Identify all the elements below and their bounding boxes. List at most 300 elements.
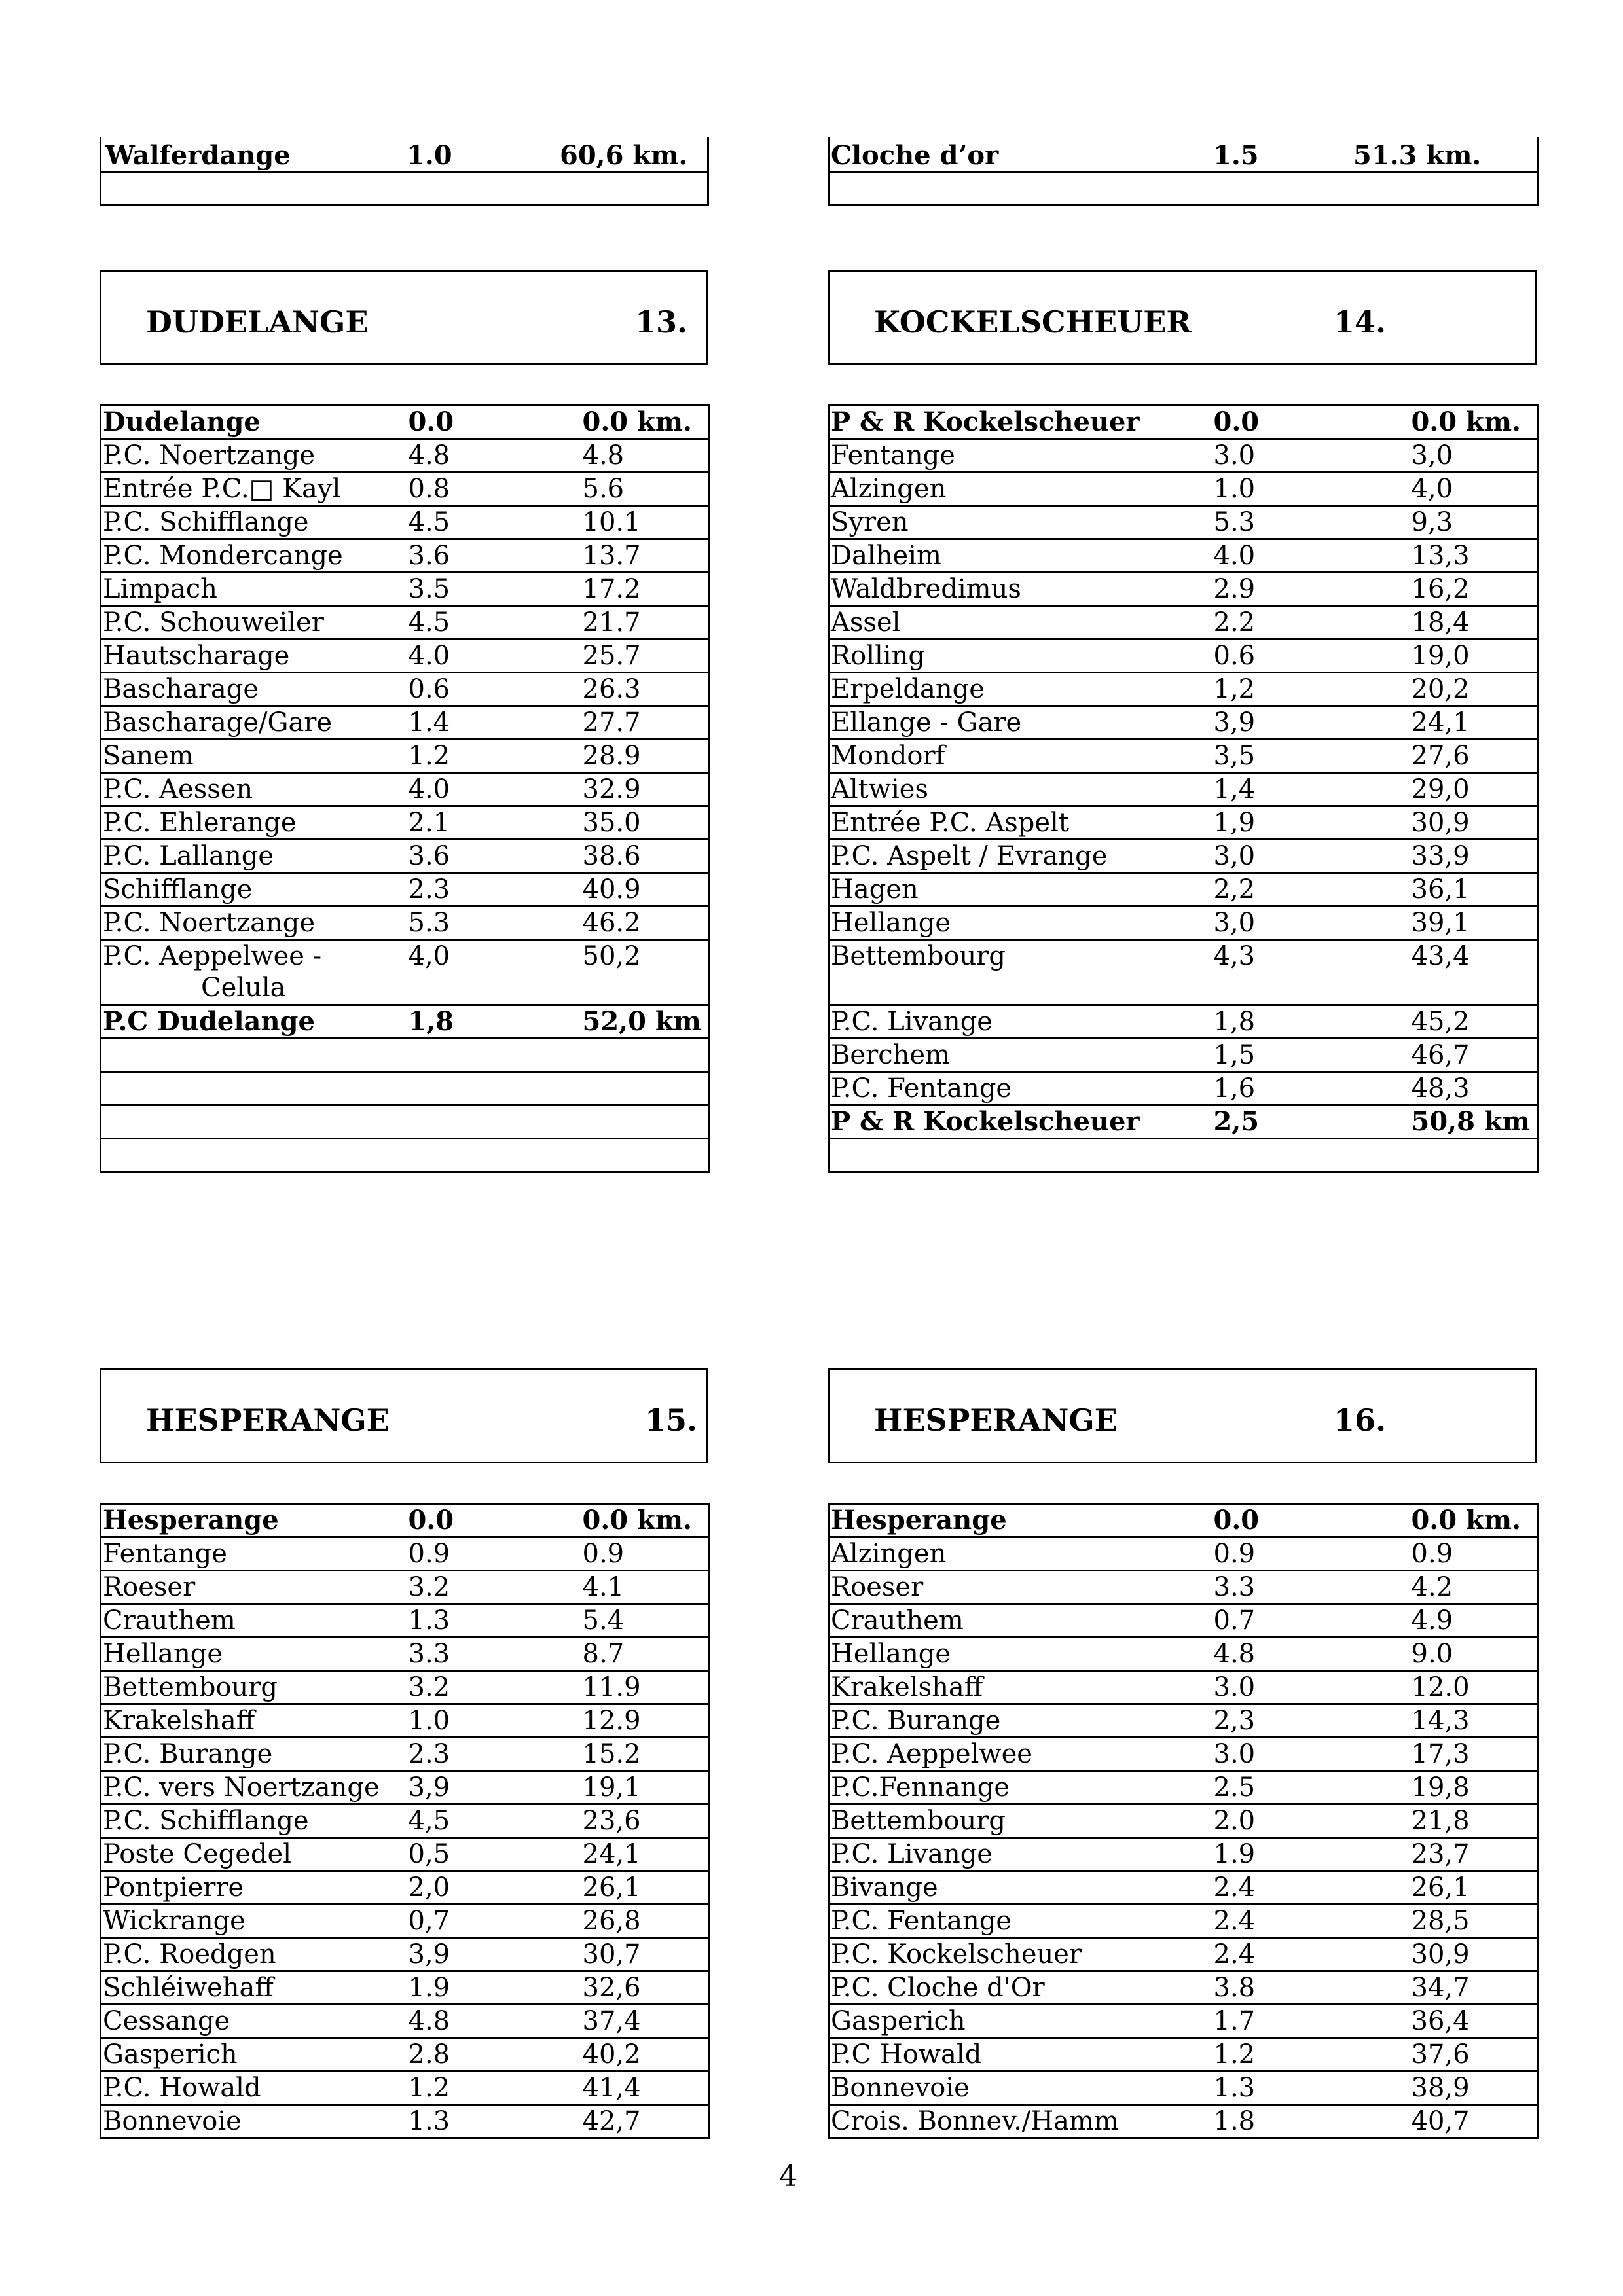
continuation-row bbox=[830, 137, 1537, 173]
stop-cumulative: 46,7 bbox=[1353, 1039, 1539, 1072]
stop-cumulative: 5.6 bbox=[560, 473, 710, 506]
stop-name: P.C. Fentange bbox=[829, 1905, 1213, 1938]
stop-cumulative: 16,2 bbox=[1353, 573, 1539, 606]
stop-distance: 4.0 bbox=[407, 639, 560, 673]
stop-cumulative: 24,1 bbox=[560, 1838, 710, 1871]
stop-distance: 1.9 bbox=[407, 1971, 560, 2005]
table-row bbox=[101, 1938, 710, 1971]
stop-distance: 4.5 bbox=[407, 506, 560, 539]
stop-name: Mondorf bbox=[829, 740, 1213, 773]
stop-cumulative: 17,3 bbox=[1353, 1738, 1539, 1771]
stop-cumulative: 4.2 bbox=[1353, 1571, 1539, 1604]
stop-cumulative: 23,7 bbox=[1353, 1838, 1539, 1871]
table-row bbox=[829, 1638, 1539, 1671]
stop-name: Crauthem bbox=[101, 1604, 407, 1638]
stop-distance: 3.5 bbox=[407, 573, 560, 606]
table-row bbox=[829, 1039, 1539, 1072]
stop-distance: 3.0 bbox=[1213, 439, 1353, 473]
stop-name: Berchem bbox=[829, 1039, 1213, 1072]
stop-distance: 2,3 bbox=[1213, 1704, 1353, 1738]
table-row bbox=[829, 406, 1539, 439]
stop-distance: 1,6 bbox=[1213, 1072, 1353, 1105]
table-row bbox=[101, 740, 710, 773]
stop-distance: 1.0 bbox=[407, 1704, 560, 1738]
stop-distance: 0.6 bbox=[1213, 639, 1353, 673]
stop-name: Pontpierre bbox=[101, 1871, 407, 1905]
table-row bbox=[101, 506, 710, 539]
table-row bbox=[829, 1938, 1539, 1971]
stop-distance: 1.3 bbox=[407, 2105, 560, 2138]
table-row bbox=[101, 1039, 710, 1072]
route-title-box-15 bbox=[100, 1368, 708, 1463]
stop-cumulative: 14,3 bbox=[1353, 1704, 1539, 1738]
stop-name: Crois. Bonnev./Hamm bbox=[829, 2105, 1213, 2138]
table-row bbox=[101, 1105, 710, 1139]
stop-name: Erpeldange bbox=[829, 673, 1213, 706]
stop-name bbox=[829, 1139, 1213, 1172]
stop-cumulative: 0.9 bbox=[1353, 1537, 1539, 1571]
top-right-continuation bbox=[828, 137, 1539, 206]
stop-name: P & R Kockelscheuer bbox=[829, 1105, 1213, 1139]
stop-name: Syren bbox=[829, 506, 1213, 539]
stop-distance: 3.0 bbox=[1213, 1738, 1353, 1771]
stop-name: Alzingen bbox=[829, 1537, 1213, 1571]
stop-cumulative: 25.7 bbox=[560, 639, 710, 673]
route-number: 16. bbox=[1334, 1403, 1387, 1438]
stop-cumulative: 41,4 bbox=[560, 2072, 710, 2105]
stop-name: P.C. Ehlerange bbox=[101, 806, 407, 840]
stop-cumulative: 36,1 bbox=[1353, 873, 1539, 906]
stop-name: P.C. Schouweiler bbox=[101, 606, 407, 639]
stop-cumulative: 0.0 km. bbox=[560, 1504, 710, 1537]
table-row bbox=[101, 1072, 710, 1105]
stop-distance: 3,0 bbox=[1213, 906, 1353, 940]
table-row bbox=[101, 2105, 710, 2138]
continuation-row bbox=[101, 137, 707, 173]
stop-name: Hesperange bbox=[101, 1504, 407, 1537]
stop-name: Roeser bbox=[101, 1571, 407, 1604]
stop-name: Dalheim bbox=[829, 539, 1213, 573]
stop-name: Krakelshaff bbox=[101, 1704, 407, 1738]
stop-distance: 1.2 bbox=[407, 740, 560, 773]
stop-distance: 1.9 bbox=[1213, 1838, 1353, 1871]
table-row bbox=[829, 940, 1539, 1005]
stop-distance: 3,9 bbox=[1213, 706, 1353, 740]
stop-cumulative: 26.3 bbox=[560, 673, 710, 706]
table-row bbox=[829, 1139, 1539, 1172]
stop-cumulative: 23,6 bbox=[560, 1804, 710, 1838]
stop-distance: 2.4 bbox=[1213, 1905, 1353, 1938]
stop-cumulative: 43,4 bbox=[1353, 940, 1539, 1005]
table-row bbox=[101, 673, 710, 706]
table-row bbox=[829, 673, 1539, 706]
stop-cumulative: 15.2 bbox=[560, 1738, 710, 1771]
stop-cumulative: 36,4 bbox=[1353, 2005, 1539, 2038]
stop-name: Schifflange bbox=[101, 873, 407, 906]
stop-name: P.C. Aessen bbox=[101, 773, 407, 806]
table-row bbox=[829, 506, 1539, 539]
stop-cumulative: 0.9 bbox=[560, 1537, 710, 1571]
stop-name: Rolling bbox=[829, 639, 1213, 673]
table-row bbox=[829, 740, 1539, 773]
stop-name: P.C. Aeppelwee bbox=[829, 1738, 1213, 1771]
stop-cumulative: 17.2 bbox=[560, 573, 710, 606]
stop-distance: 0.0 bbox=[407, 1504, 560, 1537]
stop-cumulative: 28.9 bbox=[560, 740, 710, 773]
stop-distance: 1.3 bbox=[1213, 2072, 1353, 2105]
stop-cumulative: 20,2 bbox=[1353, 673, 1539, 706]
stop-distance: 2.2 bbox=[1213, 606, 1353, 639]
stop-distance: 1.7 bbox=[1213, 2005, 1353, 2038]
stop-distance: 2,0 bbox=[407, 1871, 560, 1905]
stop-distance: 1,5 bbox=[1213, 1039, 1353, 1072]
table-row bbox=[829, 840, 1539, 873]
stop-distance: 0.8 bbox=[407, 473, 560, 506]
table-row bbox=[829, 1738, 1539, 1771]
table-row bbox=[101, 1838, 710, 1871]
stop-name: P.C. Burange bbox=[829, 1704, 1213, 1738]
table-row bbox=[101, 1971, 710, 2005]
table-row bbox=[829, 2105, 1539, 2138]
stop-name: Gasperich bbox=[829, 2005, 1213, 2038]
stop-cumulative: 32.9 bbox=[560, 773, 710, 806]
table-row bbox=[101, 1005, 710, 1039]
table-row bbox=[101, 1871, 710, 1905]
stop-distance: 1.8 bbox=[1213, 2105, 1353, 2138]
table-row bbox=[101, 1771, 710, 1804]
table-row bbox=[101, 773, 710, 806]
stop-name: Hellange bbox=[829, 906, 1213, 940]
stop-name: P.C. Schifflange bbox=[101, 1804, 407, 1838]
table-row bbox=[829, 1005, 1539, 1039]
stop-distance: 3,9 bbox=[407, 1771, 560, 1804]
stop-cumulative: 40,2 bbox=[560, 2038, 710, 2072]
stop-cumulative: 34,7 bbox=[1353, 1971, 1539, 2005]
stop-cumulative bbox=[560, 1139, 710, 1172]
stop-distance: 4.8 bbox=[407, 2005, 560, 2038]
stop-cumulative: 12.0 bbox=[1353, 1671, 1539, 1704]
stop-distance bbox=[407, 1039, 560, 1072]
table-row bbox=[829, 573, 1539, 606]
stop-distance: 4.0 bbox=[407, 773, 560, 806]
stop-cumulative: 26,1 bbox=[1353, 1871, 1539, 1905]
table-row bbox=[101, 439, 710, 473]
stop-name: Bonnevoie bbox=[101, 2105, 407, 2138]
table-row bbox=[829, 706, 1539, 740]
stop-name: Dudelange bbox=[101, 406, 407, 439]
stop-name: P.C. Aspelt / Evrange bbox=[829, 840, 1213, 873]
stop-name: Cessange bbox=[101, 2005, 407, 2038]
stop-cumulative: 26,8 bbox=[560, 1905, 710, 1938]
stop-cumulative: 35.0 bbox=[560, 806, 710, 840]
stop-cumulative: 19,1 bbox=[560, 1771, 710, 1804]
stop-name: Gasperich bbox=[101, 2038, 407, 2072]
stop-distance: 2.5 bbox=[1213, 1771, 1353, 1804]
stop-distance: 1,9 bbox=[1213, 806, 1353, 840]
table-row bbox=[829, 606, 1539, 639]
page-number: 4 bbox=[779, 2160, 797, 2193]
stop-cumulative: 10.1 bbox=[560, 506, 710, 539]
stop-name: Sanem bbox=[101, 740, 407, 773]
stop-distance: 2.0 bbox=[1213, 1804, 1353, 1838]
route-title: HESPERANGE bbox=[146, 1403, 390, 1438]
stop-name: P.C.Fennange bbox=[829, 1771, 1213, 1804]
stop-distance: 3.2 bbox=[407, 1671, 560, 1704]
stop-distance: 3.2 bbox=[407, 1571, 560, 1604]
stop-distance: 2,2 bbox=[1213, 873, 1353, 906]
table-row bbox=[101, 2038, 710, 2072]
stop-name-continued: Celula bbox=[201, 973, 286, 1003]
stop-cumulative: 0.0 km. bbox=[560, 406, 710, 439]
stop-distance: 2.8 bbox=[407, 2038, 560, 2072]
stop-cumulative: 21.7 bbox=[560, 606, 710, 639]
stop-distance: 3.6 bbox=[407, 840, 560, 873]
stop-name: Bascharage/Gare bbox=[101, 706, 407, 740]
stop-distance: 1.0 bbox=[1213, 473, 1353, 506]
stop-cumulative: 4,0 bbox=[1353, 473, 1539, 506]
table-row bbox=[101, 539, 710, 573]
stop-name: P.C. Roedgen bbox=[101, 1938, 407, 1971]
table-row bbox=[829, 1971, 1539, 2005]
stop-name: Bonnevoie bbox=[829, 2072, 1213, 2105]
table-row bbox=[829, 1804, 1539, 1838]
table-row bbox=[101, 639, 710, 673]
table-row bbox=[829, 906, 1539, 940]
table-row bbox=[101, 1704, 710, 1738]
table-row bbox=[829, 639, 1539, 673]
route-number: 13. bbox=[635, 304, 688, 340]
stop-cumulative: 38.6 bbox=[560, 840, 710, 873]
stop-distance: 1.4 bbox=[407, 706, 560, 740]
stop-cumulative: 27,6 bbox=[1353, 740, 1539, 773]
stop-name: Assel bbox=[829, 606, 1213, 639]
route-table-15 bbox=[100, 1503, 710, 2139]
stop-name: Roeser bbox=[829, 1571, 1213, 1604]
table-row bbox=[101, 2072, 710, 2105]
table-row bbox=[829, 1072, 1539, 1105]
table-row bbox=[829, 2005, 1539, 2038]
table-row bbox=[101, 1638, 710, 1671]
stop-cumulative: 11.9 bbox=[560, 1671, 710, 1704]
route-title-box-13 bbox=[100, 270, 708, 365]
stop-distance: 4,0 bbox=[407, 940, 560, 1005]
stop-cumulative: 38,9 bbox=[1353, 2072, 1539, 2105]
stop-name: Limpach bbox=[101, 573, 407, 606]
stop-distance: 0.0 bbox=[407, 406, 560, 439]
stop-distance: 1,8 bbox=[407, 1005, 560, 1039]
stop-name: P.C Dudelange bbox=[101, 1005, 407, 1039]
stop-name: P.C. Howald bbox=[101, 2072, 407, 2105]
stop-name: Entrée P.C. Aspelt bbox=[829, 806, 1213, 840]
stop-cumulative: 52,0 km bbox=[560, 1005, 710, 1039]
stop-name: P.C. Schifflange bbox=[101, 506, 407, 539]
stop-distance: 2,5 bbox=[1213, 1105, 1353, 1139]
table-row bbox=[829, 806, 1539, 840]
stop-distance: 0.0 bbox=[1213, 406, 1353, 439]
table-row bbox=[101, 1604, 710, 1638]
route-number: 15. bbox=[645, 1403, 698, 1438]
stop-distance: 4.8 bbox=[1213, 1638, 1353, 1671]
stop-cumulative bbox=[560, 1105, 710, 1139]
table-row bbox=[101, 873, 710, 906]
stop-distance: 3.6 bbox=[407, 539, 560, 573]
table-row bbox=[101, 706, 710, 740]
stop-cumulative: 9.0 bbox=[1353, 1638, 1539, 1671]
stop-cumulative: 9,3 bbox=[1353, 506, 1539, 539]
stop-cumulative: 50,8 km bbox=[1353, 1105, 1539, 1139]
stop-cumulative: 13,3 bbox=[1353, 539, 1539, 573]
stop-distance: 3.3 bbox=[407, 1638, 560, 1671]
stop-distance: 2.4 bbox=[1213, 1871, 1353, 1905]
table-row bbox=[829, 1571, 1539, 1604]
stop-cumulative: 40,7 bbox=[1353, 2105, 1539, 2138]
route-table-13 bbox=[100, 404, 710, 1173]
stop-cumulative: 24,1 bbox=[1353, 706, 1539, 740]
stop-name: Hesperange bbox=[829, 1504, 1213, 1537]
stop-distance: 3.0 bbox=[1213, 1671, 1353, 1704]
stop-distance bbox=[407, 1072, 560, 1105]
stop-cumulative bbox=[1353, 1139, 1539, 1172]
route-table-16 bbox=[828, 1503, 1539, 2139]
route-table-14 bbox=[828, 404, 1539, 1173]
stop-name: P.C. Fentange bbox=[829, 1072, 1213, 1105]
stop-distance bbox=[407, 1105, 560, 1139]
stop-name: Crauthem bbox=[829, 1604, 1213, 1638]
stop-distance: 1.3 bbox=[407, 1604, 560, 1638]
top-left-continuation bbox=[100, 137, 709, 206]
stop-distance: 2.4 bbox=[1213, 1938, 1353, 1971]
table-row bbox=[829, 773, 1539, 806]
stop-name: Bettembourg bbox=[101, 1671, 407, 1704]
stop-distance: 0.9 bbox=[407, 1537, 560, 1571]
stop-cumulative: 51.3 km. bbox=[1353, 140, 1482, 171]
stop-name: Fentange bbox=[829, 439, 1213, 473]
stop-name: P.C. Cloche d'Or bbox=[829, 1971, 1213, 2005]
stop-name: P.C. Aeppelwee - Celula bbox=[101, 940, 407, 1005]
stop-cumulative: 0.0 km. bbox=[1353, 1504, 1539, 1537]
stop-name: P.C. Noertzange bbox=[101, 439, 407, 473]
stop-name: Krakelshaff bbox=[829, 1671, 1213, 1704]
table-row bbox=[101, 573, 710, 606]
route-title: DUDELANGE bbox=[146, 304, 369, 340]
stop-cumulative: 40.9 bbox=[560, 873, 710, 906]
stop-cumulative: 12.9 bbox=[560, 1704, 710, 1738]
stop-name: Poste Cegedel bbox=[101, 1838, 407, 1871]
table-row bbox=[101, 473, 710, 506]
stop-cumulative: 13.7 bbox=[560, 539, 710, 573]
table-row bbox=[101, 1738, 710, 1771]
table-row bbox=[101, 940, 710, 1005]
stop-name: P.C. vers Noertzange bbox=[101, 1771, 407, 1804]
stop-name: P.C. Burange bbox=[101, 1738, 407, 1771]
table-row bbox=[101, 606, 710, 639]
stop-distance: 5.3 bbox=[1213, 506, 1353, 539]
table-row bbox=[101, 840, 710, 873]
stop-distance: 1.2 bbox=[1213, 2038, 1353, 2072]
stop-cumulative: 4.8 bbox=[560, 439, 710, 473]
stop-distance: 4.8 bbox=[407, 439, 560, 473]
route-title: KOCKELSCHEUER bbox=[874, 304, 1192, 340]
stop-cumulative: 32,6 bbox=[560, 1971, 710, 2005]
table-row bbox=[829, 473, 1539, 506]
route-title-box-16 bbox=[828, 1368, 1537, 1463]
stop-distance: 1.5 bbox=[1213, 140, 1259, 171]
stop-cumulative: 27.7 bbox=[560, 706, 710, 740]
stop-name: P & R Kockelscheuer bbox=[829, 406, 1213, 439]
stop-cumulative: 19,0 bbox=[1353, 639, 1539, 673]
stop-distance: 0.0 bbox=[1213, 1504, 1353, 1537]
table-row bbox=[101, 1504, 710, 1537]
table-row bbox=[101, 406, 710, 439]
stop-distance: 0.7 bbox=[1213, 1604, 1353, 1638]
stop-name: Waldbredimus bbox=[829, 573, 1213, 606]
stop-cumulative: 33,9 bbox=[1353, 840, 1539, 873]
stop-cumulative: 45,2 bbox=[1353, 1005, 1539, 1039]
stop-name: Hellange bbox=[829, 1638, 1213, 1671]
stop-distance: 3.3 bbox=[1213, 1571, 1353, 1604]
stop-name: Alzingen bbox=[829, 473, 1213, 506]
route-title: HESPERANGE bbox=[874, 1403, 1118, 1438]
stop-distance: 1,2 bbox=[1213, 673, 1353, 706]
stop-distance: 2.3 bbox=[407, 1738, 560, 1771]
stop-distance: 3.8 bbox=[1213, 1971, 1353, 2005]
stop-cumulative: 37,4 bbox=[560, 2005, 710, 2038]
stop-cumulative: 19,8 bbox=[1353, 1771, 1539, 1804]
empty-row bbox=[101, 173, 707, 206]
stop-name: Cloche d’or bbox=[831, 140, 999, 171]
table-row bbox=[829, 1771, 1539, 1804]
stop-distance: 0.9 bbox=[1213, 1537, 1353, 1571]
stop-distance: 4,3 bbox=[1213, 940, 1353, 1005]
stop-name: Bettembourg bbox=[829, 1804, 1213, 1838]
stop-distance: 0.6 bbox=[407, 673, 560, 706]
stop-name: Schléiwehaff bbox=[101, 1971, 407, 2005]
stop-name: P.C Howald bbox=[829, 2038, 1213, 2072]
table-row bbox=[101, 2005, 710, 2038]
stop-cumulative: 50,2 bbox=[560, 940, 710, 1005]
stop-name: P.C. Kockelscheuer bbox=[829, 1938, 1213, 1971]
table-row bbox=[829, 1905, 1539, 1938]
stop-name: Fentange bbox=[101, 1537, 407, 1571]
stop-name: P.C. Livange bbox=[829, 1838, 1213, 1871]
stop-name: Entrée P.C.□ Kayl bbox=[101, 473, 407, 506]
table-row bbox=[101, 1571, 710, 1604]
stop-cumulative: 48,3 bbox=[1353, 1072, 1539, 1105]
stop-cumulative: 21,8 bbox=[1353, 1804, 1539, 1838]
route-number: 14. bbox=[1334, 304, 1387, 340]
empty-row bbox=[830, 173, 1537, 206]
table-row bbox=[829, 1838, 1539, 1871]
stop-cumulative: 42,7 bbox=[560, 2105, 710, 2138]
stop-cumulative bbox=[560, 1072, 710, 1105]
stop-name: P.C. Noertzange bbox=[101, 906, 407, 940]
stop-cumulative: 4.9 bbox=[1353, 1604, 1539, 1638]
stop-cumulative: 0.0 km. bbox=[1353, 406, 1539, 439]
table-row bbox=[829, 539, 1539, 573]
stop-name: P.C. Livange bbox=[829, 1005, 1213, 1039]
stop-cumulative: 3,0 bbox=[1353, 439, 1539, 473]
stop-cumulative: 30,9 bbox=[1353, 806, 1539, 840]
table-row bbox=[101, 906, 710, 940]
stop-name: Hautscharage bbox=[101, 639, 407, 673]
stop-cumulative bbox=[560, 1039, 710, 1072]
stop-cumulative: 26,1 bbox=[560, 1871, 710, 1905]
stop-name bbox=[101, 1072, 407, 1105]
table-row bbox=[829, 873, 1539, 906]
table-row bbox=[829, 1105, 1539, 1139]
stop-cumulative: 18,4 bbox=[1353, 606, 1539, 639]
stop-cumulative: 60,6 km. bbox=[560, 140, 688, 171]
